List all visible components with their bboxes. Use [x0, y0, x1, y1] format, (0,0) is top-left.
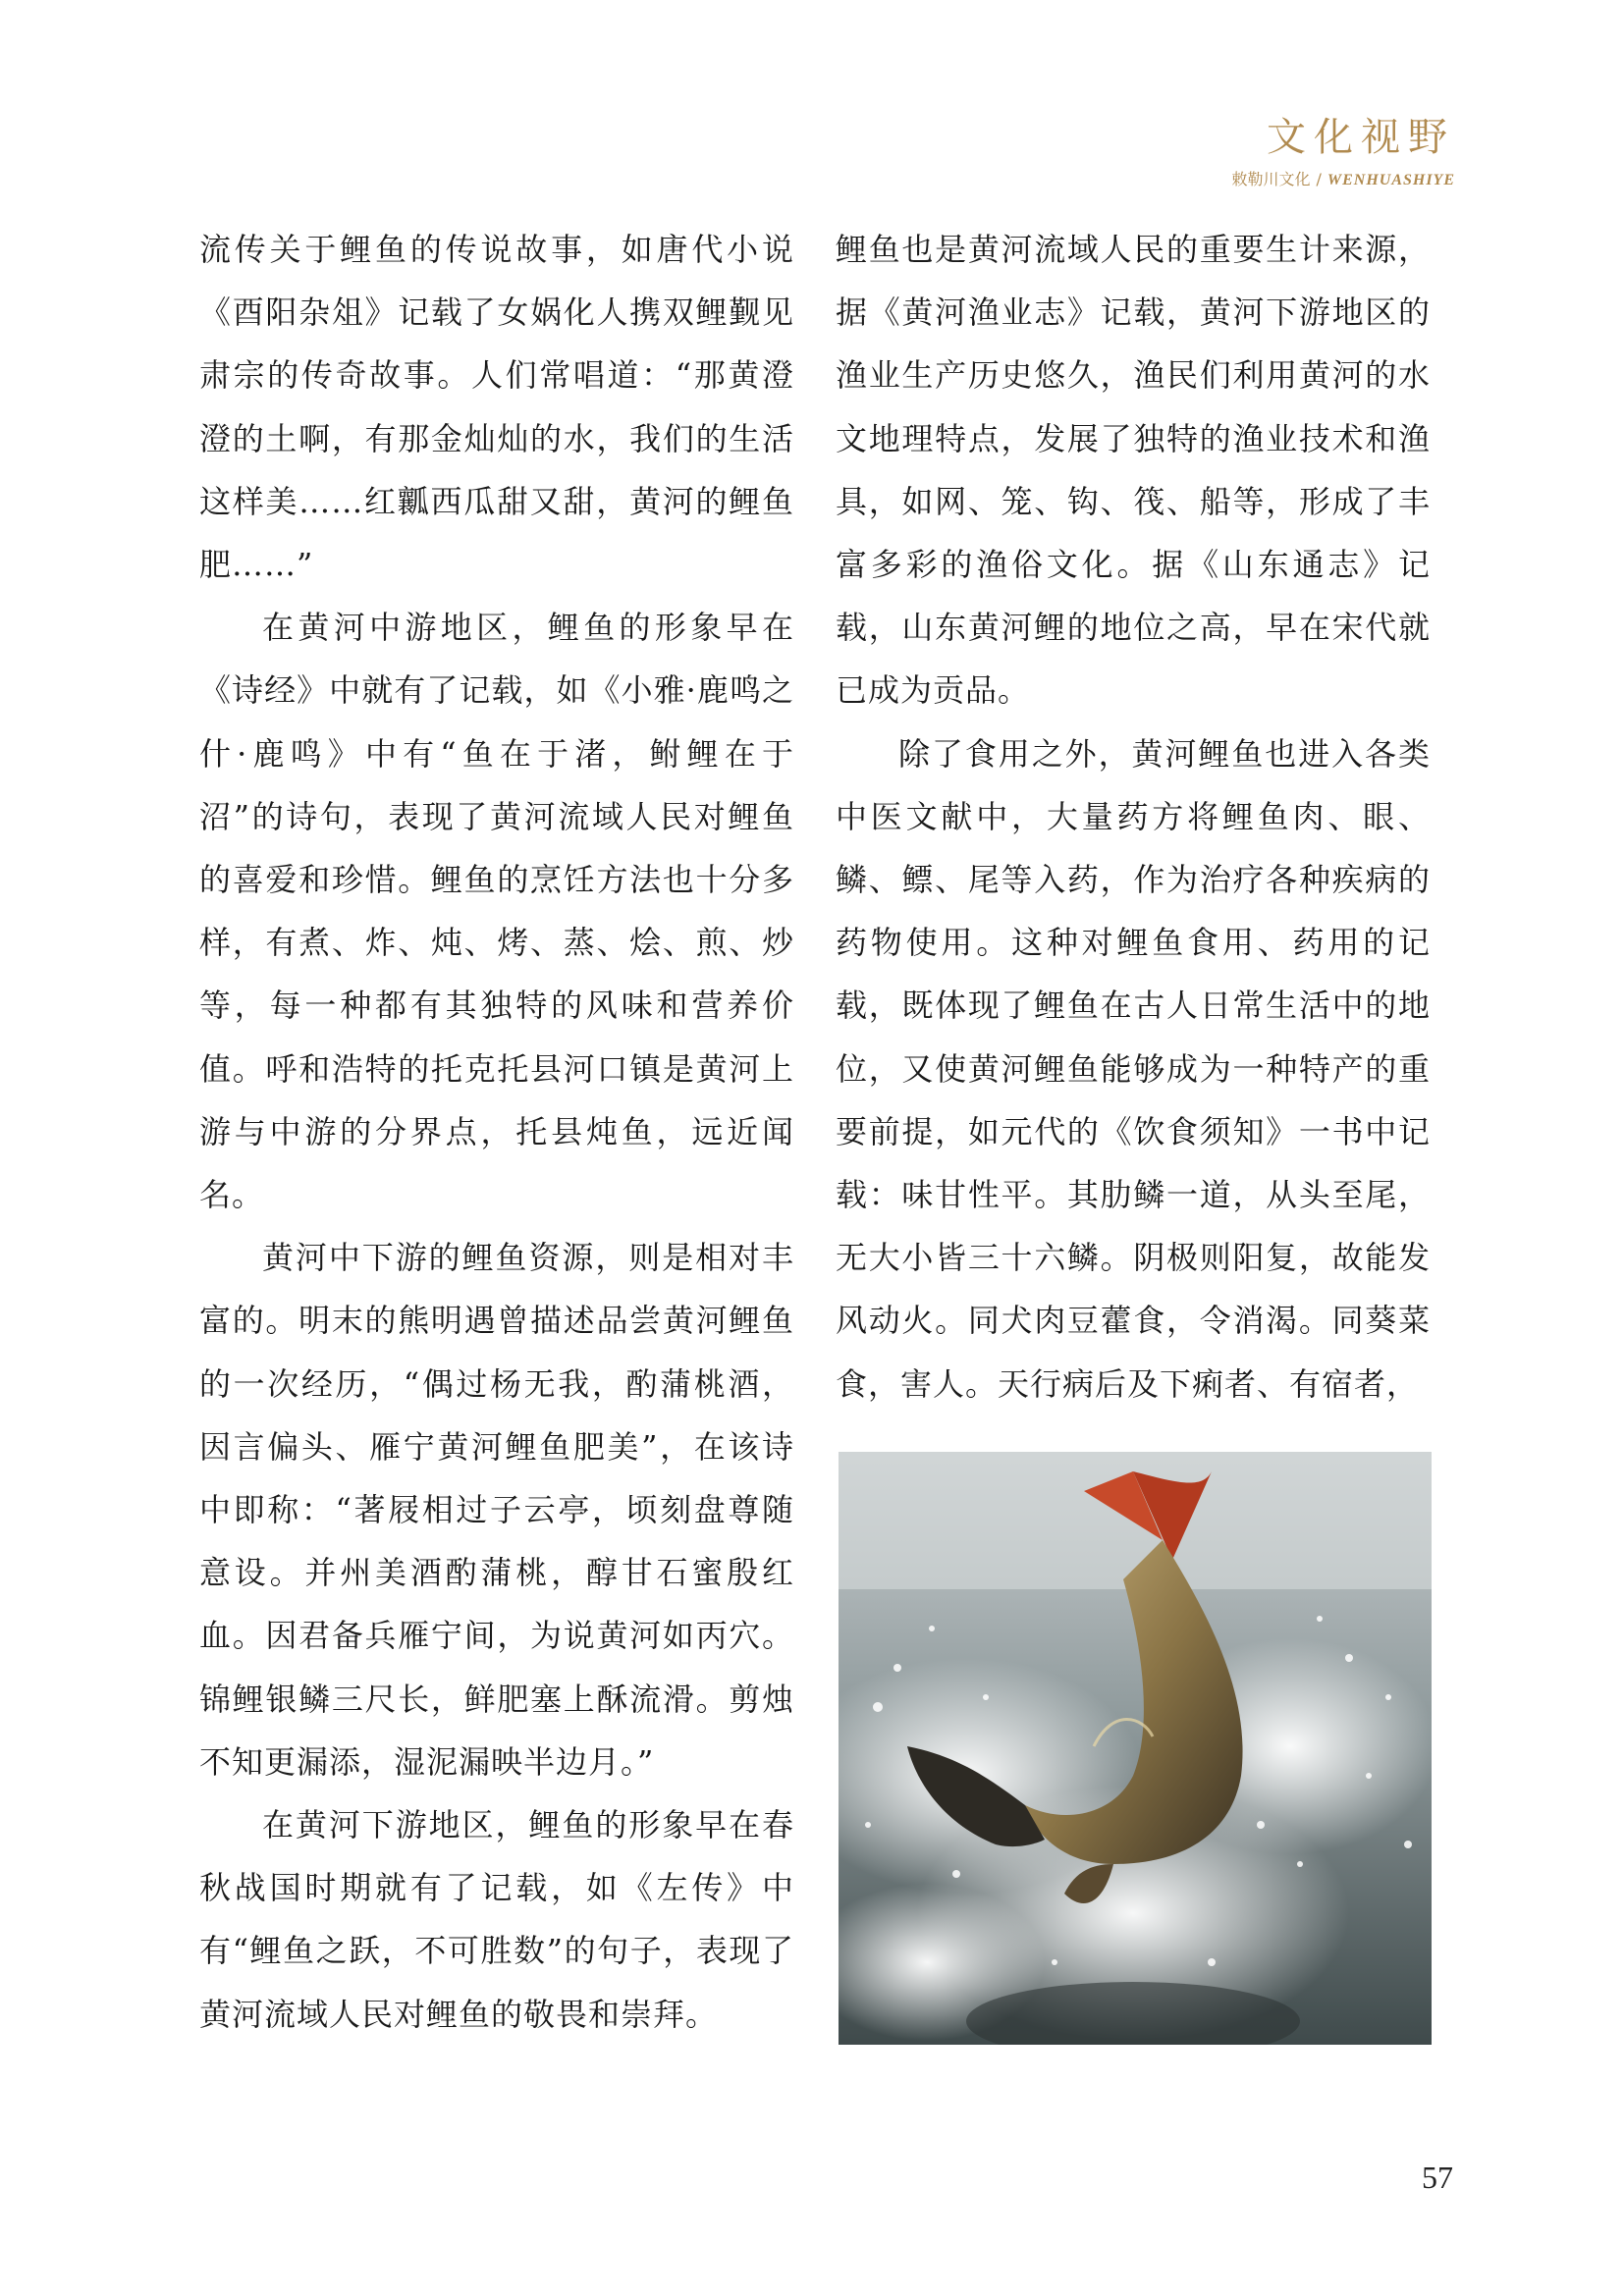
subtitle-en: WENHUASHIYE: [1326, 172, 1455, 188]
paragraph: 黄河中下游的鲤鱼资源，则是相对丰富的。明末的熊明遇曾描述品尝黄河鲤鱼的一次经历，“偶过杨无我，酌蒲桃酒，因言偏头、雁宁黄河鲤鱼肥美”，在该诗中即称：“著屐相过子云亭，顷刻盘尊随意设。并州美酒酌蒲桃，醇甘石蜜殷红血。因君备兵雁宁间，为说黄河如丙穴。锦鲤银鳞三尺长，鲜肥塞上酥流滑。剪烛不知更漏添，湿泥漏映半边月。”: [199, 1239, 794, 1781]
paragraph: 在黄河下游地区，鲤鱼的形象早在春秋战国时期就有了记载，如《左传》中有“鲤鱼之跃，不可胜数”的句子，表现了黄河流域人民对鲤鱼的敬畏和崇拜。: [199, 1806, 794, 2033]
paragraph: 在黄河中游地区，鲤鱼的形象早在《诗经》中就有了记载，如《小雅·鹿鸣之什·鹿鸣》中有“鱼在于渚，鲋鲤在于沼”的诗句，表现了黄河流域人民对鲤鱼的喜爱和珍惜。鲤鱼的烹饪方法也十分多样，有煮、炸、炖、烤、蒸、烩、煎、炒等，每一种都有其独特的风味和营养价值。呼和浩特的托克托县河口镇是黄河上游与中游的分界点，托县炖鱼，远近闻名。: [199, 609, 794, 1214]
carp-photo: [839, 1452, 1432, 2045]
left-column: [199, 218, 794, 2046]
paragraph: 流传关于鲤鱼的传说故事，如唐代小说《酉阳杂俎》记载了女娲化人携双鲤觐见肃宗的传奇故事。人们常唱道：“那黄澄澄的土啊，有那金灿灿的水，我们的生活这样美……红瓤西瓜甜又甜，黄河的鲤鱼肥……”: [199, 231, 794, 584]
section-title: 文化视野: [1267, 115, 1455, 160]
paragraph: 鲤鱼也是黄河流域人民的重要生计来源，据《黄河渔业志》记载，黄河下游地区的渔业生产历史悠久，渔民们利用黄河的水文地理特点，发展了独特的渔业技术和渔具，如网、笼、钩、筏、船等，形成了丰富多彩的渔俗文化。据《山东通志》记载，山东黄河鲤的地位之高，早在宋代就已成为贡品。: [836, 231, 1431, 710]
page-number: 57: [1422, 2160, 1453, 2195]
subtitle-slash: /: [1316, 170, 1322, 188]
section-subtitle: [1231, 169, 1455, 191]
right-column: [836, 218, 1431, 1415]
running-header: [1231, 112, 1455, 191]
subtitle-cn: 敕勒川文化: [1231, 170, 1311, 188]
paragraph: 除了食用之外，黄河鲤鱼也进入各类中医文献中，大量药方将鲤鱼肉、眼、鳞、鳔、尾等入药，作为治疗各种疾病的药物使用。这种对鲤鱼食用、药用的记载，既体现了鲤鱼在古人日常生活中的地位，又使黄河鲤鱼能够成为一种特产的重要前提，如元代的《饮食须知》一书中记载：味甘性平。其肋鳞一道，从头至尾，无大小皆三十六鳞。阴极则阳复，故能发风动火。同犬肉豆藿食，令消渴。同葵菜食，害人。天行病后及下痢者、有宿者，: [836, 734, 1431, 1403]
